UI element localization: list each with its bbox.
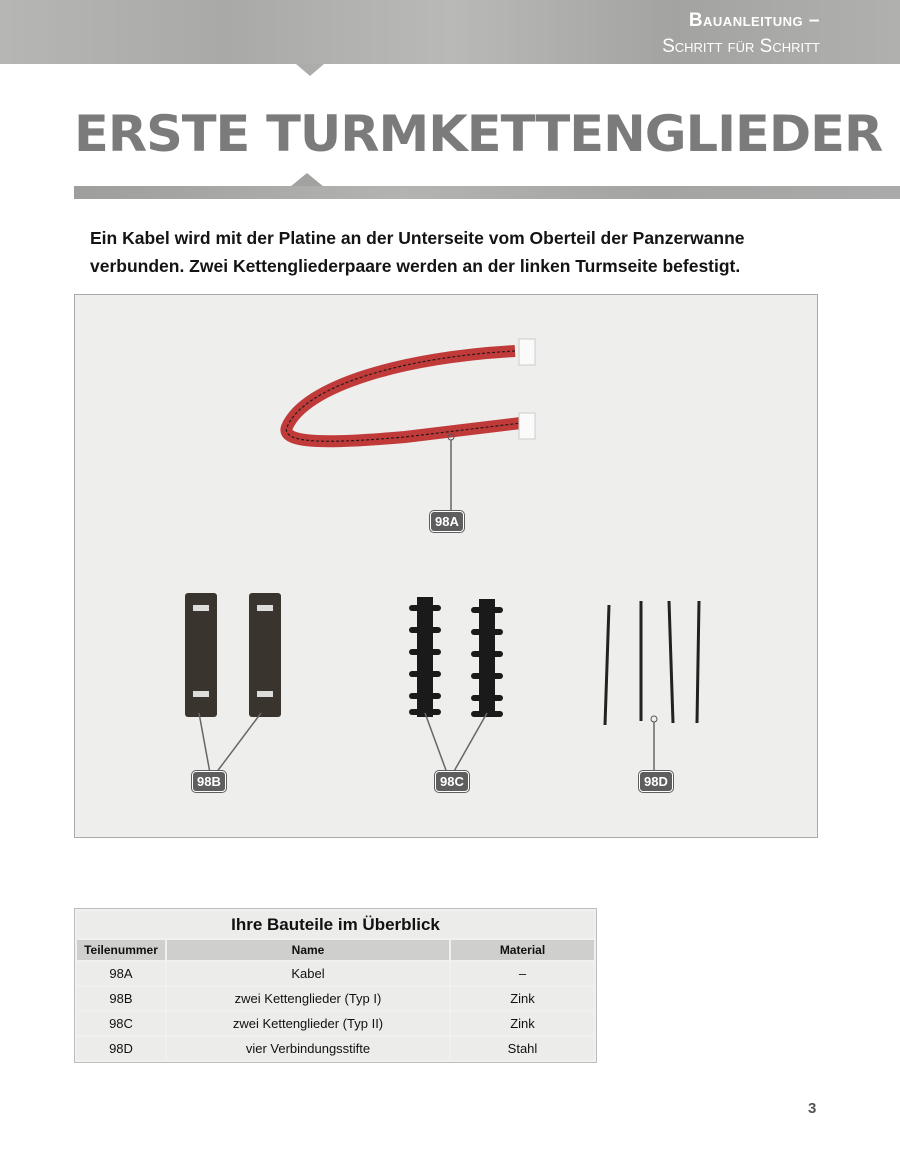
header-notch xyxy=(296,64,324,76)
track-links-98b-image xyxy=(185,593,281,773)
part-label-98d: 98D xyxy=(639,771,673,792)
part-label-98b: 98B xyxy=(192,771,226,792)
cable-98a-image xyxy=(286,339,535,510)
page-title: ERSTE TURMKETTENGLIEDER xyxy=(74,105,883,163)
cell-part-number: 98C xyxy=(77,1012,165,1035)
cell-name: vier Verbindungsstifte xyxy=(167,1037,449,1060)
cell-part-number: 98D xyxy=(77,1037,165,1060)
table-row xyxy=(77,1012,594,1035)
title-rule-chevron xyxy=(290,173,324,187)
parts-photo xyxy=(74,294,818,838)
page-number: 3 xyxy=(808,1100,817,1117)
intro-text: Ein Kabel wird mit der Platine an der Unterseite vom Oberteil der Panzerwanne verbunden. Zwei Kettengliederpaare werden an der linken Turmseite befestigt. xyxy=(90,228,745,276)
part-label-98c: 98C xyxy=(435,771,469,792)
parts-table-header xyxy=(77,940,594,960)
series-title-line1: Bauanleitung – xyxy=(688,10,820,31)
cell-part-number: 98B xyxy=(77,987,165,1010)
title-rule xyxy=(74,186,900,199)
cell-name: Kabel xyxy=(167,962,449,985)
parts-illustration xyxy=(75,295,817,837)
table-row xyxy=(77,1037,594,1060)
column-header-material: Material xyxy=(451,940,594,960)
cell-material: Zink xyxy=(451,987,594,1010)
pins-98d-image xyxy=(605,601,699,725)
series-title xyxy=(662,8,820,60)
table-row xyxy=(77,987,594,1010)
cell-name: zwei Kettenglieder (Typ I) xyxy=(167,987,449,1010)
parts-table xyxy=(74,908,597,1063)
cell-name: zwei Kettenglieder (Typ II) xyxy=(167,1012,449,1035)
cell-material: – xyxy=(451,962,594,985)
part-label-98a: 98A xyxy=(430,511,464,532)
column-header-part-number: Teilenummer xyxy=(77,940,165,960)
parts-table-caption: Ihre Bauteile im Überblick xyxy=(77,911,594,938)
cell-material: Stahl xyxy=(451,1037,594,1060)
cell-part-number: 98A xyxy=(77,962,165,985)
track-links-98c-image xyxy=(409,597,503,773)
column-header-name: Name xyxy=(167,940,449,960)
cell-material: Zink xyxy=(451,1012,594,1035)
series-title-line2: Schritt für Schritt xyxy=(662,36,820,57)
table-row xyxy=(77,962,594,985)
